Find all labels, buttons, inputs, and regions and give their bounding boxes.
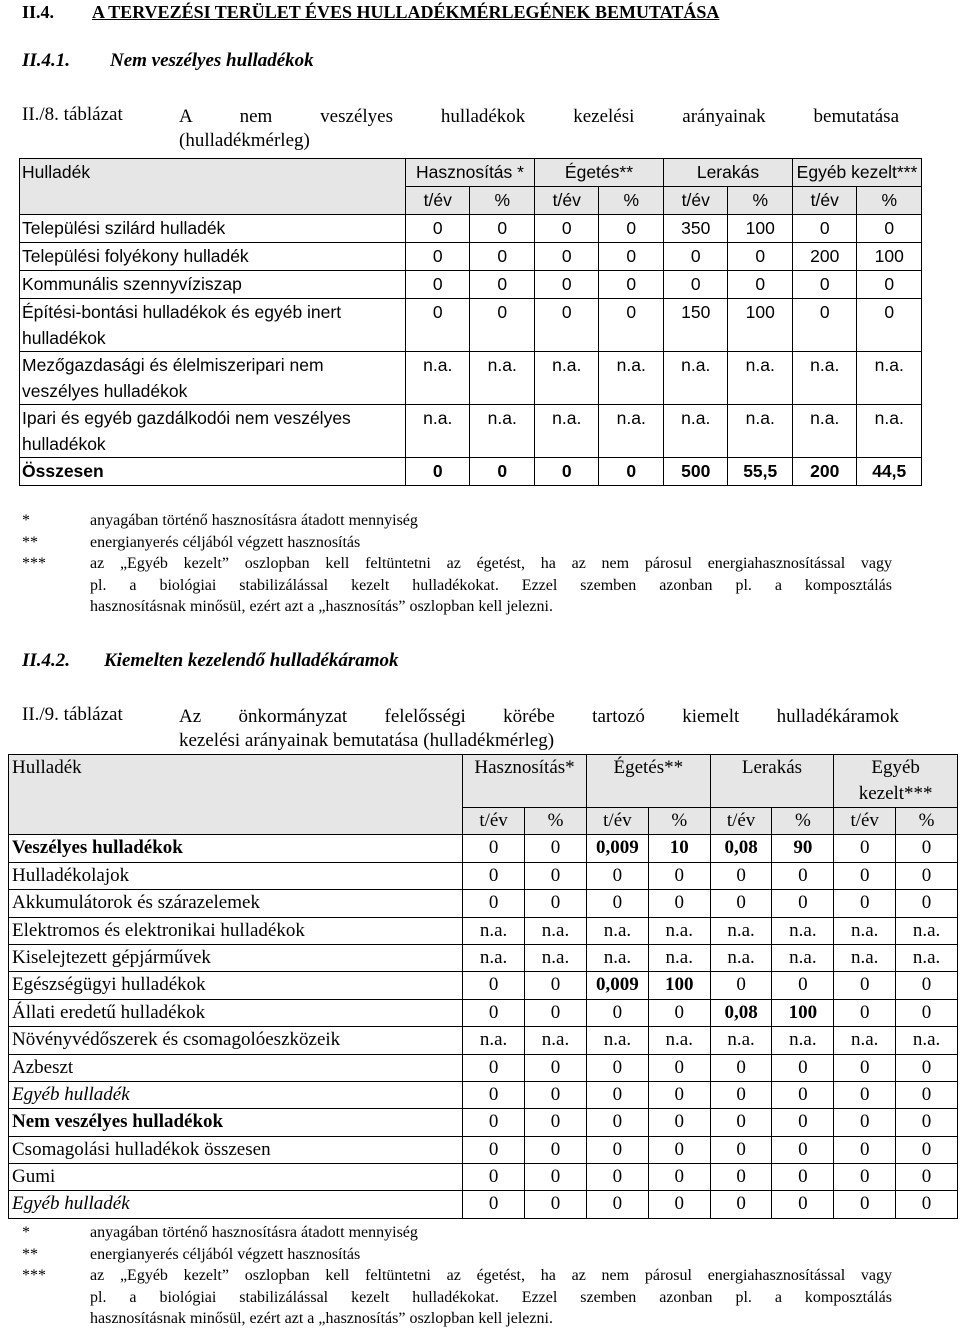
value-cell: 0	[534, 243, 599, 271]
value-cell: 0	[525, 1081, 587, 1108]
value-cell: 0	[525, 972, 587, 999]
value-cell: n.a.	[772, 944, 834, 971]
value-cell: 0	[648, 1109, 710, 1136]
unit-header: %	[857, 187, 922, 215]
value-cell: n.a.	[586, 944, 648, 971]
table-row	[9, 835, 958, 862]
value-cell: 0	[648, 999, 710, 1026]
footnote-text: pl. a biológiai stabilizálással kezelt hulladékokat. Ezzel szemben azonban pl. a komposztálás	[90, 576, 892, 594]
value-cell: n.a.	[648, 944, 710, 971]
value-cell: n.a.	[896, 917, 958, 944]
value-cell: 0	[896, 1054, 958, 1081]
footnote-text: anyagában történő hasznosításra átadott mennyiség	[90, 512, 418, 529]
value-cell: 0	[463, 972, 525, 999]
value-cell: 0	[834, 1164, 896, 1191]
row-name: Akkumulátorok és szárazelemek	[9, 890, 463, 917]
value-cell: 100	[857, 243, 922, 271]
value-cell: 0	[896, 1081, 958, 1108]
value-cell: 0	[896, 1136, 958, 1163]
row-name: Elektromos és elektronikai hulladékok	[9, 917, 463, 944]
subsection-title: Nem veszélyes hulladékok	[110, 50, 314, 71]
table-row	[9, 1191, 958, 1218]
value-cell: 0	[470, 243, 535, 271]
value-cell: n.a.	[857, 352, 922, 405]
value-cell: 0	[525, 890, 587, 917]
value-cell: 0	[896, 999, 958, 1026]
value-cell: 0	[463, 1191, 525, 1218]
value-cell: 0	[896, 1191, 958, 1218]
value-cell: 0	[463, 835, 525, 862]
table-row	[9, 890, 958, 917]
value-cell: 0	[463, 1054, 525, 1081]
value-cell: 0	[405, 299, 470, 352]
value-cell: 0	[834, 1054, 896, 1081]
value-cell: 0	[857, 271, 922, 299]
footnote-text: pl. a biológiai stabilizálással kezelt hulladékokat. Ezzel szemben azonban pl. a komposztálás	[90, 1288, 892, 1306]
value-cell: 0	[792, 271, 857, 299]
footnote-mark: **	[22, 1245, 38, 1263]
value-cell: 0	[470, 271, 535, 299]
table-row	[9, 999, 958, 1026]
value-cell: 0	[463, 890, 525, 917]
value-cell: 0	[710, 862, 772, 889]
value-cell: 0	[834, 1081, 896, 1108]
footnotes-1	[22, 510, 902, 640]
value-cell: 0	[586, 862, 648, 889]
value-cell: 0	[599, 243, 664, 271]
value-cell: 0	[772, 1054, 834, 1081]
row-name: Veszélyes hulladékok	[9, 835, 463, 862]
column-header-hulladek: Hulladék	[20, 159, 406, 215]
table-caption-1	[22, 104, 902, 156]
unit-header: t/év	[534, 187, 599, 215]
value-cell: n.a.	[534, 352, 599, 405]
row-name: Kommunális szennyvíziszap	[20, 271, 406, 299]
value-cell: 0	[896, 835, 958, 862]
unit-header: t/év	[834, 808, 896, 835]
caption-line-1: Az önkormányzat felelősségi körébe tartozó kiemelt hulladékáramok	[179, 706, 899, 727]
total-value: 0	[470, 458, 535, 486]
column-group-header: Hasznosítás *	[405, 159, 534, 187]
value-cell: 0	[896, 890, 958, 917]
value-cell: 0	[525, 1191, 587, 1218]
caption-label: II./8. táblázat	[22, 104, 123, 125]
value-cell: n.a.	[405, 352, 470, 405]
total-value: 200	[792, 458, 857, 486]
value-cell: n.a.	[405, 405, 470, 458]
value-cell: 0	[663, 271, 728, 299]
footnote-mark: **	[22, 533, 38, 551]
column-group-header: Lerakás	[710, 755, 834, 808]
value-cell: 0	[405, 243, 470, 271]
value-cell: 90	[772, 835, 834, 862]
value-cell: 0	[792, 215, 857, 243]
value-cell: 0	[834, 835, 896, 862]
column-group-header: Égetés**	[534, 159, 663, 187]
row-name: Állati eredetű hulladékok	[9, 999, 463, 1026]
table-kiemelt	[8, 754, 958, 1219]
value-cell: 0	[463, 1164, 525, 1191]
value-cell: 0	[710, 972, 772, 999]
value-cell: 0	[405, 271, 470, 299]
value-cell: 0	[772, 862, 834, 889]
value-cell: 100	[772, 999, 834, 1026]
value-cell: n.a.	[710, 1027, 772, 1054]
caption-line-2: (hulladékmérleg)	[179, 130, 310, 151]
table-row	[9, 1164, 958, 1191]
column-group-header: Egyéb kezelt***	[834, 755, 958, 808]
value-cell: 0	[896, 972, 958, 999]
value-cell: 0	[772, 972, 834, 999]
value-cell: n.a.	[710, 917, 772, 944]
unit-header: t/év	[586, 808, 648, 835]
unit-header: %	[772, 808, 834, 835]
row-name: Egészségügyi hulladékok	[9, 972, 463, 999]
value-cell: 0	[834, 972, 896, 999]
unit-header: %	[896, 808, 958, 835]
value-cell: 0	[710, 1081, 772, 1108]
row-name: Építési-bontási hulladékok és egyéb inert hulladékok	[20, 299, 406, 352]
table-row	[9, 1109, 958, 1136]
value-cell: n.a.	[728, 352, 793, 405]
unit-header: t/év	[710, 808, 772, 835]
value-cell: n.a.	[648, 917, 710, 944]
value-cell: n.a.	[463, 944, 525, 971]
value-cell: 0	[834, 862, 896, 889]
value-cell: n.a.	[792, 352, 857, 405]
value-cell: 0	[772, 1081, 834, 1108]
row-name: Mezőgazdasági és élelmiszeripari nem veszélyes hulladékok	[20, 352, 406, 405]
value-cell: n.a.	[896, 1027, 958, 1054]
value-cell: n.a.	[463, 1027, 525, 1054]
footnote-text: energianyerés céljából végzett hasznosítás	[90, 533, 361, 551]
value-cell: 0	[648, 862, 710, 889]
value-cell: 0	[710, 1136, 772, 1163]
value-cell: 0	[772, 1109, 834, 1136]
footnote-text: hasznosításnak minősül, ezért azt a „hasznosítás” oszlopban kell jelezni.	[90, 1310, 553, 1327]
value-cell: n.a.	[772, 917, 834, 944]
header-row	[9, 755, 958, 808]
value-cell: 0	[896, 1109, 958, 1136]
row-name: Növényvédőszerek és csomagolóeszközeik	[9, 1027, 463, 1054]
value-cell: 0	[710, 1109, 772, 1136]
section-title: A TERVEZÉSI TERÜLET ÉVES HULLADÉKMÉRLEGÉNEK BEMUTATÁSA	[92, 2, 720, 22]
value-cell: 0	[857, 299, 922, 352]
total-value: 44,5	[857, 458, 922, 486]
column-group-header: Hasznosítás*	[463, 755, 587, 808]
value-cell: 0	[586, 999, 648, 1026]
row-name: Egyéb hulladék	[9, 1081, 463, 1108]
value-cell: 0	[534, 215, 599, 243]
column-group-header: Egyéb kezelt***	[792, 159, 921, 187]
value-cell: 0	[728, 243, 793, 271]
value-cell: 0	[586, 890, 648, 917]
table-nem-veszelyes	[19, 158, 922, 486]
value-cell: n.a.	[710, 944, 772, 971]
value-cell: 0	[586, 1191, 648, 1218]
value-cell: 0	[834, 1109, 896, 1136]
value-cell: 0	[463, 1081, 525, 1108]
value-cell: n.a.	[648, 1027, 710, 1054]
value-cell: 0	[834, 890, 896, 917]
footnote-mark: ***	[22, 555, 46, 572]
unit-header: %	[599, 187, 664, 215]
value-cell: n.a.	[599, 405, 664, 458]
footnotes-2	[22, 1222, 902, 1332]
value-cell: 0	[792, 299, 857, 352]
value-cell: 150	[663, 299, 728, 352]
subsection-heading-2	[22, 650, 399, 672]
row-name: Kiselejtezett gépjárművek	[9, 944, 463, 971]
caption-line-1: A nem veszélyes hulladékok kezelési arányainak bemutatása	[179, 106, 899, 127]
value-cell: 0	[728, 271, 793, 299]
value-cell: n.a.	[663, 405, 728, 458]
value-cell: 0	[834, 1136, 896, 1163]
value-cell: 0	[525, 1136, 587, 1163]
value-cell: n.a.	[834, 1027, 896, 1054]
value-cell: 350	[663, 215, 728, 243]
table-row	[9, 1054, 958, 1081]
value-cell: n.a.	[586, 1027, 648, 1054]
value-cell: n.a.	[525, 917, 587, 944]
table-row	[9, 972, 958, 999]
row-name: Ipari és egyéb gazdálkodói nem veszélyes hulladékok	[20, 405, 406, 458]
total-value: 55,5	[728, 458, 793, 486]
value-cell: 0	[525, 1164, 587, 1191]
table-row	[9, 862, 958, 889]
caption-line-2: kezelési arányainak bemutatása (hulladékmérleg)	[179, 730, 555, 751]
value-cell: 0	[463, 999, 525, 1026]
value-cell: 200	[792, 243, 857, 271]
value-cell: 0	[834, 999, 896, 1026]
value-cell: 0	[710, 1054, 772, 1081]
value-cell: 0	[586, 1081, 648, 1108]
table-row	[20, 243, 922, 271]
section-number: II.4.	[22, 2, 55, 22]
value-cell: 0,009	[586, 972, 648, 999]
row-name: Csomagolási hulladékok összesen	[9, 1136, 463, 1163]
value-cell: 0	[525, 862, 587, 889]
footnote-mark: *	[22, 1224, 30, 1241]
value-cell: 0	[663, 243, 728, 271]
value-cell: n.a.	[470, 405, 535, 458]
value-cell: 0	[896, 1164, 958, 1191]
unit-header: %	[648, 808, 710, 835]
value-cell: 0	[463, 1136, 525, 1163]
table-row	[9, 1136, 958, 1163]
value-cell: 0,08	[710, 835, 772, 862]
value-cell: 10	[648, 835, 710, 862]
value-cell: 0	[648, 1191, 710, 1218]
value-cell: 0	[648, 1081, 710, 1108]
value-cell: n.a.	[599, 352, 664, 405]
value-cell: 0	[586, 1164, 648, 1191]
value-cell: 0	[534, 299, 599, 352]
value-cell: 0	[586, 1136, 648, 1163]
footnote-text: anyagában történő hasznosításra átadott mennyiség	[90, 1224, 418, 1241]
value-cell: 0	[463, 1109, 525, 1136]
unit-header: %	[525, 808, 587, 835]
value-cell: 0	[405, 215, 470, 243]
value-cell: n.a.	[792, 405, 857, 458]
footnote-text: hasznosításnak minősül, ezért azt a „hasznosítás” oszlopban kell jelezni.	[90, 598, 553, 615]
column-group-header: Égetés**	[586, 755, 710, 808]
value-cell: 0,08	[710, 999, 772, 1026]
value-cell: 100	[728, 299, 793, 352]
header-row	[20, 159, 922, 187]
table-row	[9, 1081, 958, 1108]
value-cell: n.a.	[896, 944, 958, 971]
value-cell: 0	[896, 862, 958, 889]
value-cell: n.a.	[525, 944, 587, 971]
total-value: 0	[405, 458, 470, 486]
row-name: Települési folyékony hulladék	[20, 243, 406, 271]
value-cell: 100	[728, 215, 793, 243]
value-cell: n.a.	[834, 917, 896, 944]
value-cell: n.a.	[525, 1027, 587, 1054]
value-cell: n.a.	[534, 405, 599, 458]
table-row	[20, 405, 922, 458]
value-cell: 0,009	[586, 835, 648, 862]
value-cell: n.a.	[463, 917, 525, 944]
value-cell: 0	[648, 890, 710, 917]
value-cell: 0	[857, 215, 922, 243]
value-cell: 0	[525, 1109, 587, 1136]
table-row	[9, 944, 958, 971]
value-cell: 0	[599, 299, 664, 352]
section-heading	[22, 2, 720, 23]
value-cell: 0	[772, 1164, 834, 1191]
value-cell: 0	[586, 1054, 648, 1081]
value-cell: 0	[772, 890, 834, 917]
subsection-heading-1	[22, 50, 314, 72]
total-value: 0	[599, 458, 664, 486]
column-group-header: Lerakás	[663, 159, 792, 187]
unit-header: t/év	[663, 187, 728, 215]
table-row	[20, 352, 922, 405]
value-cell: 0	[772, 1191, 834, 1218]
value-cell: n.a.	[772, 1027, 834, 1054]
value-cell: 0	[648, 1164, 710, 1191]
value-cell: 0	[525, 1054, 587, 1081]
table-row	[20, 215, 922, 243]
value-cell: 0	[710, 890, 772, 917]
total-row	[20, 458, 922, 486]
value-cell: 0	[710, 1191, 772, 1218]
table-row	[20, 299, 922, 352]
total-value: 500	[663, 458, 728, 486]
row-name: Nem veszélyes hulladékok	[9, 1109, 463, 1136]
value-cell: 0	[463, 862, 525, 889]
row-name: Települési szilárd hulladék	[20, 215, 406, 243]
footnote-mark: *	[22, 512, 30, 529]
value-cell: n.a.	[663, 352, 728, 405]
footnote-text: energianyerés céljából végzett hasznosítás	[90, 1245, 361, 1263]
table-row	[20, 271, 922, 299]
column-header-hulladek: Hulladék	[9, 755, 463, 835]
value-cell: 0	[525, 999, 587, 1026]
value-cell: n.a.	[834, 944, 896, 971]
unit-header: %	[728, 187, 793, 215]
subsection-number: II.4.2.	[22, 650, 71, 671]
row-name: Hulladékolajok	[9, 862, 463, 889]
value-cell: 0	[470, 215, 535, 243]
subsection-number: II.4.1.	[22, 50, 71, 71]
total-value: 0	[534, 458, 599, 486]
row-name: Gumi	[9, 1164, 463, 1191]
value-cell: 0	[599, 215, 664, 243]
table-row	[9, 1027, 958, 1054]
caption-label: II./9. táblázat	[22, 704, 123, 725]
value-cell: 100	[648, 972, 710, 999]
unit-header: t/év	[405, 187, 470, 215]
row-name: Azbeszt	[9, 1054, 463, 1081]
value-cell: 0	[834, 1191, 896, 1218]
subsection-title: Kiemelten kezelendő hulladékáramok	[104, 650, 399, 671]
unit-header: t/év	[792, 187, 857, 215]
footnote-mark: ***	[22, 1267, 46, 1284]
value-cell: 0	[525, 835, 587, 862]
row-name: Egyéb hulladék	[9, 1191, 463, 1218]
unit-header: t/év	[463, 808, 525, 835]
value-cell: 0	[599, 271, 664, 299]
unit-header: %	[470, 187, 535, 215]
value-cell: 0	[648, 1136, 710, 1163]
value-cell: 0	[534, 271, 599, 299]
value-cell: 0	[470, 299, 535, 352]
value-cell: 0	[648, 1054, 710, 1081]
table-row	[9, 917, 958, 944]
value-cell: 0	[710, 1164, 772, 1191]
footnote-text: az „Egyéb kezelt” oszlopban kell feltüntetni az égetést, ha az nem párosul energiahasznosítással vagy	[90, 555, 892, 572]
value-cell: n.a.	[470, 352, 535, 405]
value-cell: n.a.	[857, 405, 922, 458]
total-label: Összesen	[20, 458, 406, 486]
value-cell: n.a.	[728, 405, 793, 458]
value-cell: 0	[586, 1109, 648, 1136]
value-cell: 0	[772, 1136, 834, 1163]
value-cell: n.a.	[586, 917, 648, 944]
table-caption-2	[22, 704, 902, 756]
footnote-text: az „Egyéb kezelt” oszlopban kell feltüntetni az égetést, ha az nem párosul energiahasznosítással vagy	[90, 1267, 892, 1284]
